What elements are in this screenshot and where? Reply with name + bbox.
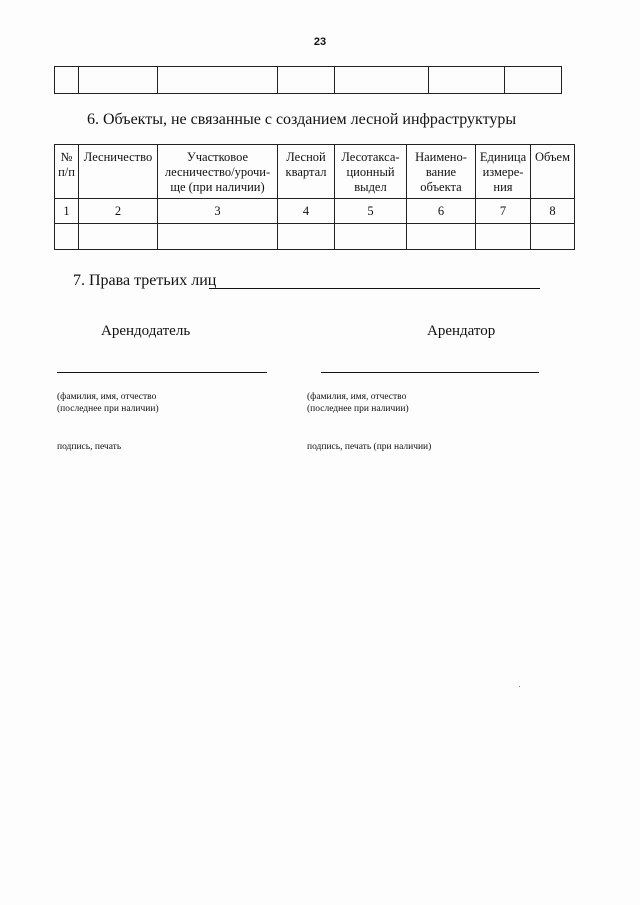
table-cell	[505, 67, 562, 94]
number-cell: 7	[476, 199, 531, 224]
lessor-sign-hint: подпись, печать	[57, 442, 122, 452]
lessor-title: Арендодатель	[101, 323, 191, 339]
number-row	[55, 199, 575, 224]
number-cell: 5	[335, 199, 407, 224]
lessee-signature-line	[321, 372, 539, 373]
table-cell	[278, 67, 335, 94]
lessor-signature-line	[57, 372, 267, 373]
empty-cell	[79, 224, 158, 250]
table-cell	[79, 67, 158, 94]
table-row	[55, 67, 562, 94]
lessee-title: Арендатор	[427, 323, 496, 339]
empty-cell	[407, 224, 476, 250]
header-cell: Единица измере- ния	[476, 145, 531, 199]
header-cell: Лесничество	[79, 145, 158, 199]
section-7-label: 7. Права третьих лиц	[73, 272, 217, 289]
number-cell: 2	[79, 199, 158, 224]
lessee-name-hint: (фамилия, имя, отчество (последнее при наличии)	[307, 392, 409, 414]
empty-cell	[531, 224, 575, 250]
header-cell: Объем	[531, 145, 575, 199]
header-cell: Наимено- вание объекта	[407, 145, 476, 199]
section-6-title: 6. Объекты, не связанные с созданием лесной инфраструктуры	[87, 111, 517, 128]
table-cell	[158, 67, 278, 94]
empty-cell	[335, 224, 407, 250]
header-cell: Лесотакса- ционный выдел	[335, 145, 407, 199]
objects-table	[54, 144, 575, 250]
third-parties-field-line	[209, 288, 540, 289]
empty-cell	[158, 224, 278, 250]
lessor-name-hint: (фамилия, имя, отчество (последнее при наличии)	[57, 392, 159, 414]
number-cell: 3	[158, 199, 278, 224]
header-cell: Участковое лесничество/урочи- ще (при наличии)	[158, 145, 278, 199]
lessee-sign-hint: подпись, печать (при наличии)	[307, 442, 432, 452]
empty-cell	[278, 224, 335, 250]
number-cell: 4	[278, 199, 335, 224]
table-cell	[429, 67, 505, 94]
number-cell: 6	[407, 199, 476, 224]
table-cell	[55, 67, 79, 94]
empty-cell	[476, 224, 531, 250]
table-cell	[335, 67, 429, 94]
scan-speck	[519, 686, 520, 687]
empty-cell	[55, 224, 79, 250]
number-cell: 1	[55, 199, 79, 224]
header-cell: № п/п	[55, 145, 79, 199]
number-cell: 8	[531, 199, 575, 224]
page-number: 23	[313, 36, 327, 48]
empty-row	[55, 224, 575, 250]
header-row	[55, 145, 575, 199]
continued-table	[54, 66, 562, 94]
header-cell: Лесной квартал	[278, 145, 335, 199]
